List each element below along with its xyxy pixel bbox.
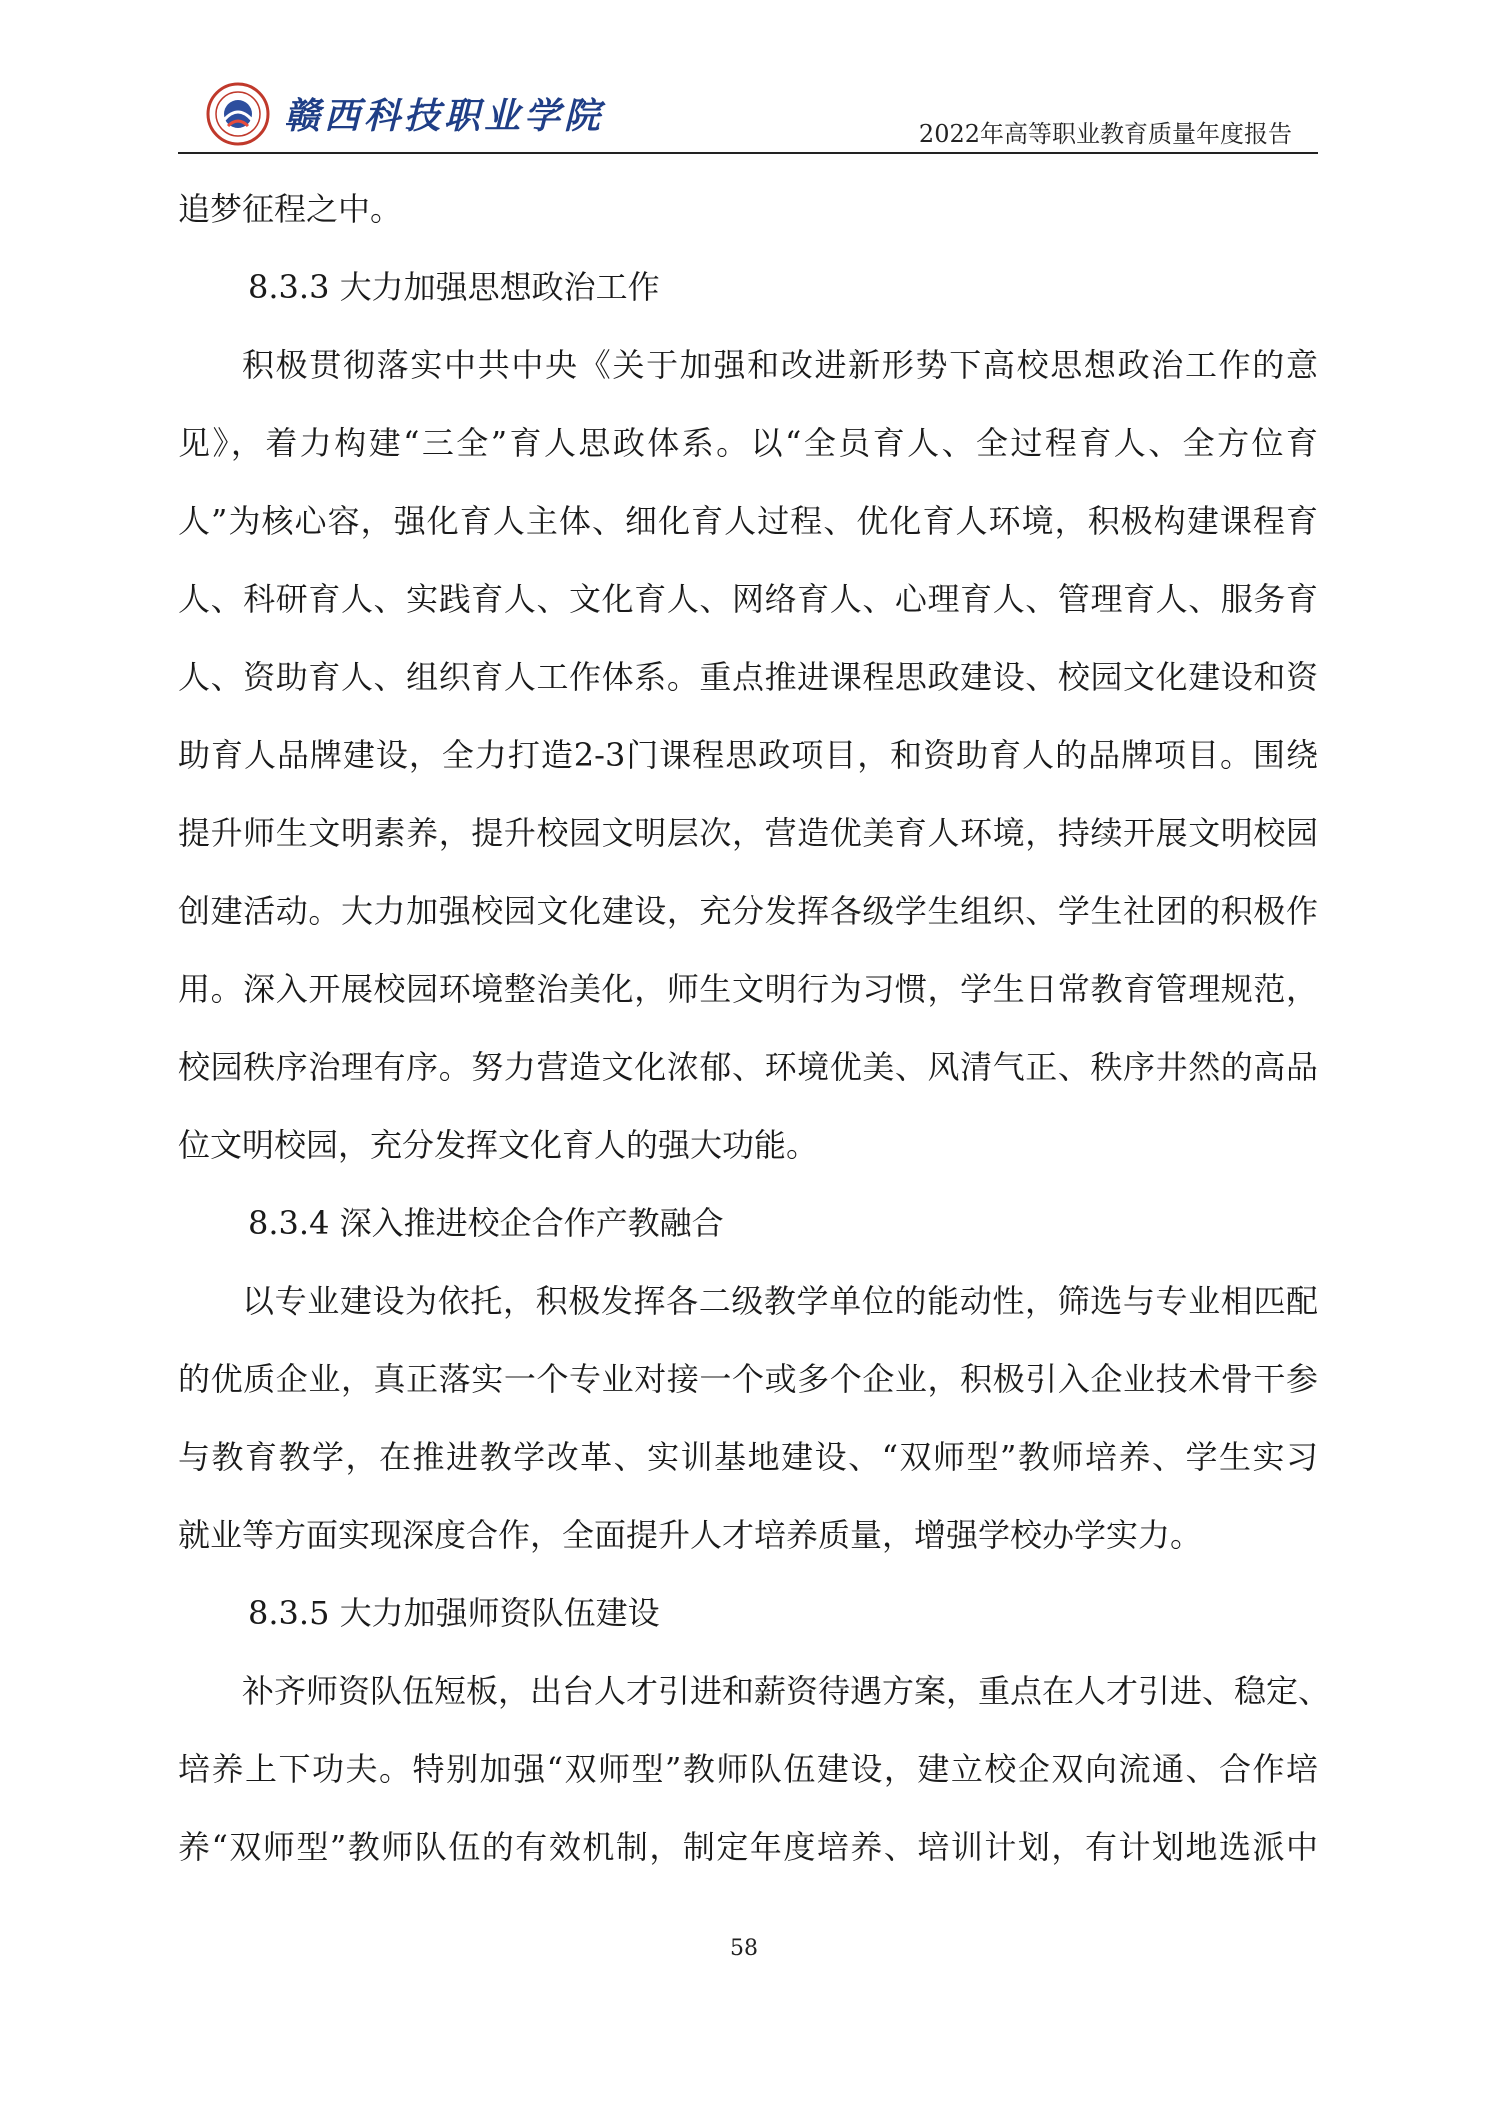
paragraph-line: 位文明校园，充分发挥文化育人的强大功能。 <box>178 1126 819 1164</box>
document-body <box>178 170 1331 1886</box>
paragraph-line: 用。深入开展校园环境整治美化，师生文明行为习惯，学生日常教育管理规范， <box>178 970 1318 1008</box>
page-header <box>178 72 1318 154</box>
paragraph-line: 人、资助育人、组织育人工作体系。重点推进课程思政建设、校园文化建设和资 <box>178 658 1318 696</box>
paragraph-line: 培养上下功夫。特别加强“双师型”教师队伍建设，建立校企双向流通、合作培 <box>178 1750 1318 1788</box>
paragraph-line: 人、科研育人、实践育人、文化育人、网络育人、心理育人、管理育人、服务育 <box>178 580 1318 618</box>
section-heading-8-3-5: 8.3.5 大力加强师资队伍建设 <box>248 1594 660 1632</box>
text-line: 追梦征程之中。 <box>178 190 403 228</box>
paragraph-line: 见》，着力构建“三全”育人思政体系。以“全员育人、全过程育人、全方位育 <box>178 424 1318 462</box>
paragraph-line: 的优质企业，真正落实一个专业对接一个或多个企业，积极引入企业技术骨干参 <box>178 1360 1318 1398</box>
paragraph-line: 人”为核心容，强化育人主体、细化育人过程、优化育人环境，积极构建课程育 <box>178 502 1318 540</box>
paragraph-line: 校园秩序治理有序。努力营造文化浓郁、环境优美、风清气正、秩序井然的高品 <box>178 1048 1318 1086</box>
page-number: 58 <box>730 1936 758 1961</box>
paragraph-line: 积极贯彻落实中共中央《关于加强和改进新形势下高校思想政治工作的意 <box>242 346 1318 384</box>
paragraph-line: 创建活动。大力加强校园文化建设，充分发挥各级学生组织、学生社团的积极作 <box>178 892 1318 930</box>
paragraph-line: 养“双师型”教师队伍的有效机制，制定年度培养、培训计划，有计划地选派中 <box>178 1828 1318 1866</box>
paragraph-line: 助育人品牌建设，全力打造2-3门课程思政项目，和资助育人的品牌项目。围绕 <box>178 736 1318 774</box>
report-title: 2022年高等职业教育质量年度报告 <box>918 120 1292 148</box>
paragraph-line: 就业等方面实现深度合作，全面提升人才培养质量，增强学校办学实力。 <box>178 1516 1203 1554</box>
paragraph-line: 以专业建设为依托，积极发挥各二级教学单位的能动性，筛选与专业相匹配 <box>242 1282 1318 1320</box>
paragraph-line: 提升师生文明素养，提升校园文明层次，营造优美育人环境，持续开展文明校园 <box>178 814 1318 852</box>
section-heading-8-3-3: 8.3.3 大力加强思想政治工作 <box>248 268 660 306</box>
school-emblem-icon <box>206 82 270 146</box>
paragraph-line: 与教育教学，在推进教学改革、实训基地建设、“双师型”教师培养、学生实习 <box>178 1438 1318 1476</box>
school-name: 赣西科技职业学院 <box>284 96 605 137</box>
paragraph-line: 补齐师资队伍短板，出台人才引进和薪资待遇方案，重点在人才引进、稳定、 <box>242 1672 1331 1710</box>
section-heading-8-3-4: 8.3.4 深入推进校企合作产教融合 <box>248 1204 724 1242</box>
header-rule <box>178 152 1318 154</box>
